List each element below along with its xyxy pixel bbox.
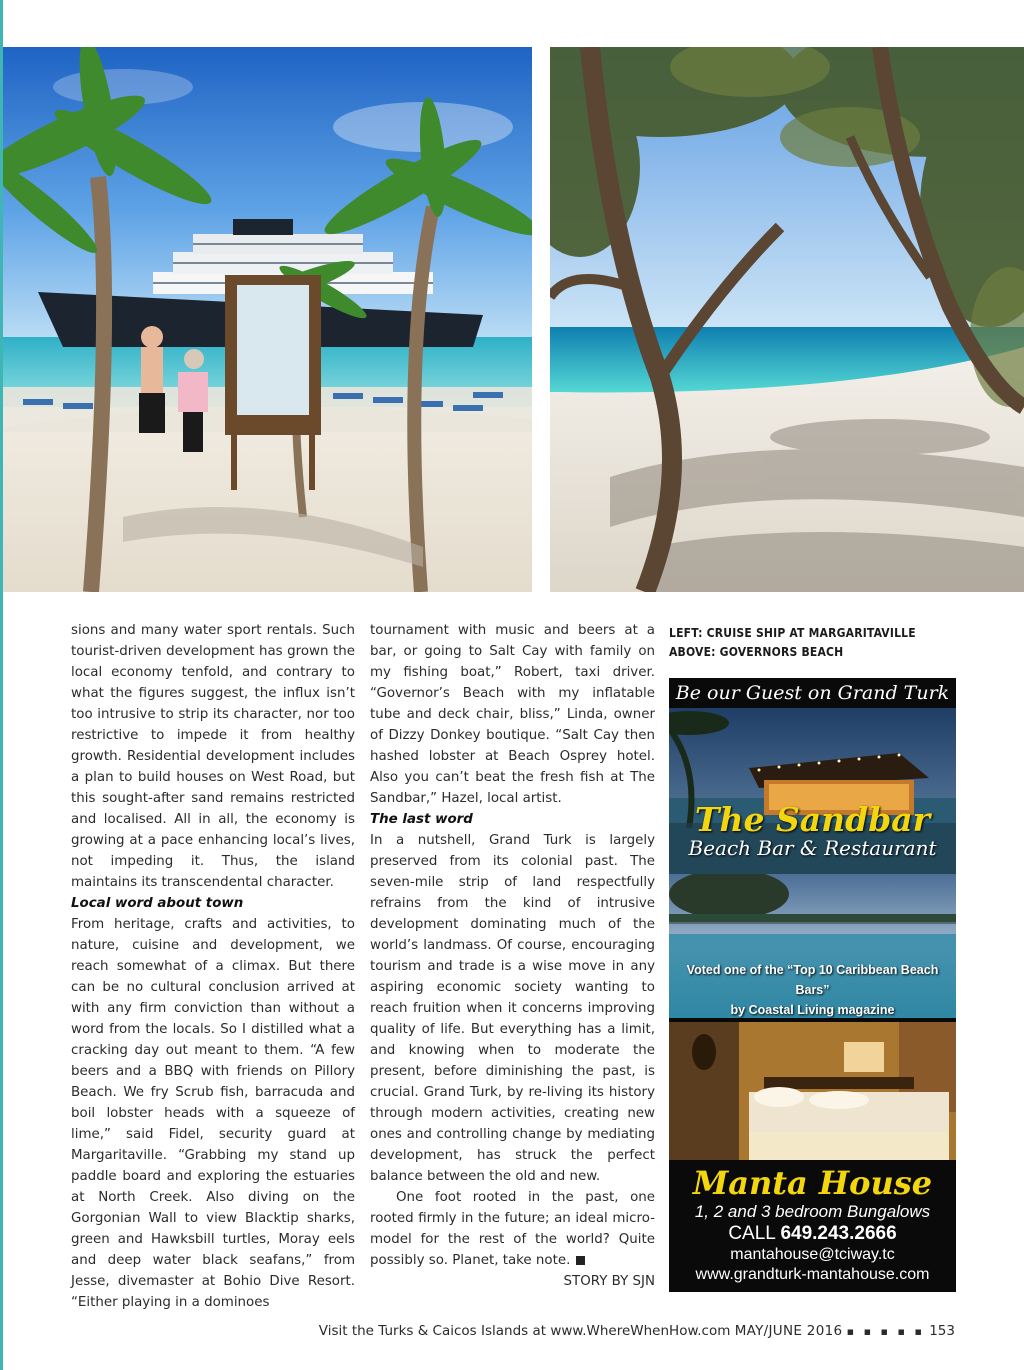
footer-dots: ▪ ▪ ▪ ▪ ▪: [846, 1325, 925, 1338]
award-line-2: by Coastal Living magazine: [730, 1003, 895, 1017]
caption-above: ABOVE: GOVERNORS BEACH: [669, 645, 844, 659]
article-paragraph: sions and many water sport rentals. Such tourist-driven development has grown the local economy tenfold, and contrary to what the figures suggest, the influx isn’t too intrusive to strip its character, nor too restrictive to impede it from healthy growth. Residential development includes a plan to build houses on West Road, but this sought-after sand remains restricted and localised. All in all, the economy is growing at a pace enhancing local’s lives, not impeding it. Thus, the island maintains its transcendental character.: [71, 623, 355, 890]
manta-phone-line: [669, 1223, 956, 1245]
article-paragraph: In a nutshell, Grand Turk is largely preserved from its colonial past. The seven-mile strip of land respectfully refrains from the kind of intrusive development dominating much of the world’s landmass. Of course, encouraging tourism and trade is a wise move in any aspiring economic society wanting to reach fruition when it concerns improving quality of life. But everything has a limit, and knowing when to moderate the present, before diminishing the past, is crucial. Grand Turk, by re-living its history through modern activities, creating new ones and controlling change by mediating development, has struck the perfect balance between the old and new.: [370, 833, 655, 1184]
award-line-1: Voted one of the “Top 10 Caribbean Beach Bars”: [686, 963, 939, 997]
cruise-ship-photo: [3, 47, 532, 592]
article-column-1: [71, 620, 355, 1313]
story-byline: STORY BY SJN: [563, 1274, 655, 1289]
closing-paragraph: [370, 1187, 655, 1271]
manta-house-bedroom-photo: [669, 1022, 956, 1160]
page-footer: [0, 1323, 955, 1339]
caption-left: LEFT: CRUISE SHIP AT MARGARITAVILLE: [669, 626, 916, 640]
article-column-2: [370, 620, 655, 1292]
email-link[interactable]: mantahouse@tciway.tc: [730, 1246, 895, 1263]
phone-number[interactable]: 649.243.2666: [780, 1223, 897, 1244]
subheading-local-word: Local word about town: [71, 896, 244, 911]
closing-paragraph-text: One foot rooted in the past, one rooted firmly in the future; an ideal micro-model for the rest of the world? Quite possibly so. Planet, take note.: [370, 1190, 655, 1268]
subheading-last-word: The last word: [370, 812, 473, 827]
photo-captions: [669, 624, 959, 662]
manta-house-title: Manta House: [692, 1164, 933, 1202]
end-mark-icon: [576, 1256, 585, 1265]
sandbar-title: The Sandbar: [694, 800, 931, 839]
award-text: [669, 960, 956, 1020]
issue-date: MAY/JUNE 2016: [734, 1323, 843, 1339]
article-paragraph: tournament with music and beers at a bar, or going to Salt Cay with family on my fishing boat,” Robert, taxi driver. “Governor’s Beach with my inflatable tube and deck chair, bliss,” Linda, owner of Dizzy Donkey boutique. “Salt Cay then hashed lobster at Beach Osprey hotel. Also you can’t beat the fresh fish at The Sandbar,” Hazel, local artist.: [370, 623, 655, 806]
ad-banner: Be our Guest on Grand Turk: [675, 682, 950, 704]
governors-beach-photo: [550, 47, 1024, 592]
advertisement[interactable]: [669, 678, 956, 1292]
manta-tagline: 1, 2 and 3 bedroom Bungalows: [694, 1202, 931, 1221]
website-link[interactable]: www.grandturk-mantahouse.com: [695, 1266, 930, 1283]
page-number: 153: [929, 1323, 955, 1339]
footer-text: Visit the Turks & Caicos Islands at www.WhereWhenHow.com: [318, 1323, 731, 1339]
sandbar-subtitle: Beach Bar & Restaurant: [688, 836, 937, 860]
call-label: CALL: [728, 1223, 776, 1244]
article-paragraph: From heritage, crafts and activities, to nature, cuisine and development, we reach somewhat of a climax. But there can be no cultural conclusion arrived at with any firm conviction than without a word from the locals. So I distilled what a cracking day out meant to them. “A few beers and a BBQ with friends on Pillory Beach. We fry Scrub fish, barracuda and boil lobster heads with a squeeze of lime,” said Fidel, security guard at Margaritaville. “Grabbing my stand up paddle board and exploring the estuaries at North Creek. Also diving on the Gorgonian Wall to view Blacktip sharks, green and Hawksbill turtles, Moray eels and deep water black seafans,” from Jesse, divemaster at Bohio Dive Resort. “Either playing in a dominoes: [71, 917, 355, 1310]
